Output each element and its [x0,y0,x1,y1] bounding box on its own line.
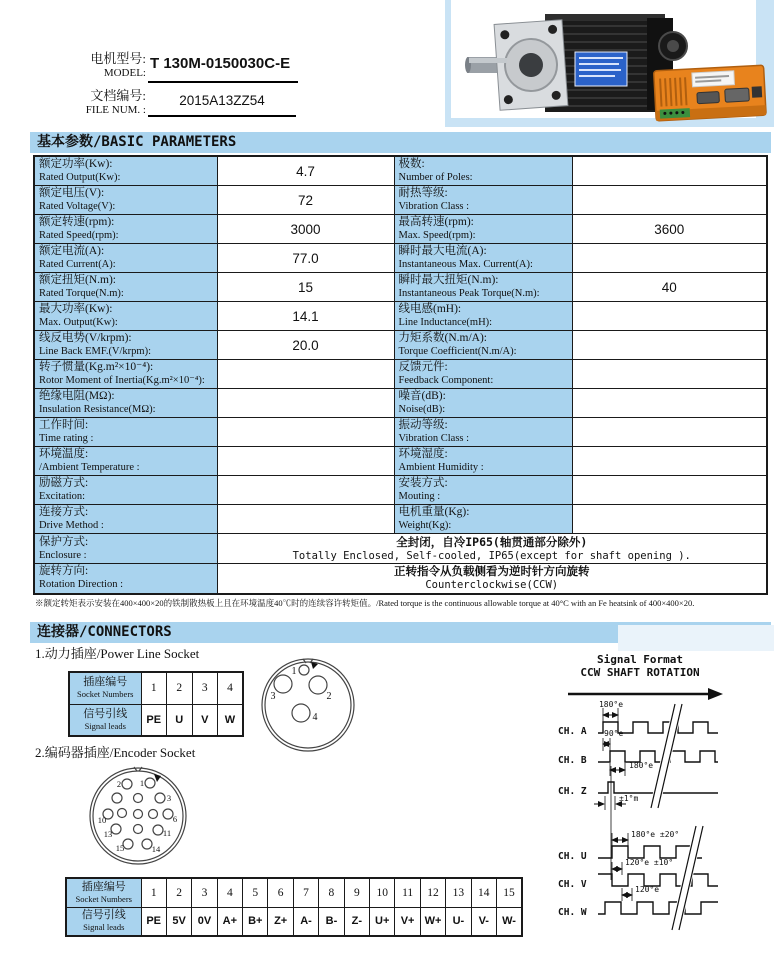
encoder-socket-signal-cell: Z- [344,907,369,936]
annotation-w-120e: 120°e [635,885,660,894]
encoder-socket-signal-cell: Z+ [268,907,293,936]
channel-a-label: CH. A [558,726,587,737]
param-value-left [217,360,394,389]
encoder-socket-numbers-row [66,878,522,907]
encoder-socket-number-cell: 6 [268,878,293,907]
param-label-left: 励磁方式: Excitation: [34,476,217,505]
param-value-left: 20.0 [217,331,394,360]
param-value-right [572,447,767,476]
encoder-socket-signal-cell: W- [496,907,522,936]
power-socket-signal-cell: V [192,704,218,736]
encoder-socket-number-cell: 7 [293,878,318,907]
basic-param-row [34,476,767,505]
encoder-socket-signal-cell: A+ [217,907,242,936]
channel-b-waveform [598,751,718,762]
encoder-socket-number-cell: 8 [319,878,344,907]
encoder-socket-number-cell: 11 [395,878,420,907]
annotation-b-180e: 180°e [629,761,654,770]
param-label-right: 安装方式: Mouting : [394,476,572,505]
param-label-left: 工作时间: Time rating : [34,418,217,447]
encoder-socket-signal-cell: B+ [243,907,268,936]
encoder-socket-number-cell: 12 [420,878,445,907]
model-value: T 130M-0150030C-E [148,48,298,83]
model-label-en: MODEL: [103,67,146,79]
param-value-left: 72 [217,186,394,215]
encoder-socket-table [65,877,523,937]
param-label-right: 反馈元件: Feedback Component: [394,360,572,389]
file-num-label-en: FILE NUM. : [85,104,146,116]
power-socket-table [68,671,244,737]
power-socket-signal-cell: PE [141,704,167,736]
power-socket-number-cell: 2 [167,672,193,704]
param-value-right [572,302,767,331]
param-value-right [572,476,767,505]
product-photo-panel [445,0,774,127]
power-socket-heading: 1.动力插座/Power Line Socket [35,646,200,661]
encoder-socket-number-cell: 13 [446,878,471,907]
channel-z-label: CH. Z [558,786,587,797]
encoder-socket-number-cell: 9 [344,878,369,907]
param-label-left: 额定扭矩(N.m): Rated Torque(N.m): [34,273,217,302]
basic-parameters-table [33,155,768,595]
encoder-socket-number-cell: 3 [192,878,217,907]
annotation-z-1m: ±1°m [619,794,639,803]
param-value-left [217,418,394,447]
param-label-right: 极数: Number of Poles: [394,156,572,186]
encoder-pin-label: 11 [162,828,172,838]
connectors-section-title: 连接器/CONNECTORS [30,622,771,643]
basic-param-row [34,418,767,447]
param-label-left: 转子惯量(Kg.m²×10⁻⁴): Rotor Moment of Inertia(Kg.m²×10⁻⁴): [34,360,217,389]
rotation-direction-label: 旋转方向: Rotation Direction : [34,564,217,594]
param-label-left: 最大功率(Kw): Max. Output(Kw): [34,302,217,331]
basic-param-row [34,331,767,360]
channel-b-label: CH. B [558,755,587,766]
param-value-left: 77.0 [217,244,394,273]
param-label-right: 耐热等级: Vibration Class : [394,186,572,215]
encoder-socket-number-cell: 15 [496,878,522,907]
param-value-left [217,389,394,418]
socket-numbers-header: 插座编号 Socket Numbers [66,878,141,907]
encoder-pin-label: 14 [151,844,161,854]
rotation-direction-value: 正转指令从负载侧看为逆时针方向旋转 Counterclockwise(CCW) [217,564,767,594]
encoder-socket-signal-cell: PE [141,907,166,936]
power-pin-label: 1 [291,666,297,677]
param-value-right [572,244,767,273]
param-label-right: 噪音(dB): Noise(dB): [394,389,572,418]
encoder-socket-signal-cell: B- [319,907,344,936]
basic-param-row [34,389,767,418]
encoder-socket-signal-cell: U+ [370,907,395,936]
encoder-socket-signal-cell: 5V [166,907,191,936]
signal-format-timing-diagram [545,648,774,948]
encoder-socket-number-cell: 1 [141,878,166,907]
basic-param-row [34,156,767,186]
encoder-pin-label: 10 [97,815,107,825]
param-label-right: 电机重量(Kg): Weight(Kg): [394,505,572,534]
param-value-right [572,331,767,360]
model-label-zh: 电机型号: [90,51,146,66]
power-socket-number-cell: 4 [218,672,244,704]
param-label-left: 连接方式: Drive Method : [34,505,217,534]
channel-u-label: CH. U [558,851,587,862]
encoder-socket-number-cell: 14 [471,878,496,907]
basic-param-row [34,360,767,389]
annotation-b-90e: 90°e [604,729,624,738]
channel-v-label: CH. V [558,879,587,890]
param-value-right [572,360,767,389]
basic-param-row [34,186,767,215]
basic-param-row [34,447,767,476]
param-value-right [572,389,767,418]
annotation-a-180e: 180°e [598,700,624,709]
encoder-pin-label: 13 [103,829,113,839]
file-num-value: 2015A13ZZ54 [148,85,296,117]
param-value-left: 4.7 [217,156,394,186]
power-socket-signals-row [69,704,243,736]
header-model-block [78,46,318,124]
encoder-socket-signal-cell: V- [471,907,496,936]
motor-and-driver-photo [445,0,774,127]
param-value-right [572,156,767,186]
channel-u-waveform [598,846,702,858]
annotation-u-180e20: 180°e ±20° [631,830,680,839]
rated-torque-footnote: ※额定转矩表示安装在400×400×20的铁制散热板上且在环境温度40℃时的连续容许转矩值。/Rated torque is the continuous allowable torque at 40°C with an Fe heatsink of 400×400×20. [35,598,695,608]
power-socket-number-cell: 1 [141,672,167,704]
encoder-socket-signal-cell: W+ [420,907,445,936]
rotation-direction-arrowhead [708,688,723,700]
signal-leads-header: 信号引线 Signal leads [66,907,141,936]
param-label-right: 力矩系数(N.m/A): Torque Coefficient(N.m/A): [394,331,572,360]
basic-parameters-section-title: 基本参数/BASIC PARAMETERS [30,132,771,153]
param-label-right: 环境湿度: Ambient Humidity : [394,447,572,476]
power-pin-label: 4 [312,712,318,723]
power-pin-label: 3 [270,691,276,702]
annotation-v-120e10: 120°e ±10° [625,858,674,867]
encoder-pin-label: 1 [139,778,145,788]
encoder-socket-signal-cell: U- [446,907,471,936]
param-value-right: 40 [572,273,767,302]
encoder-socket-heading: 2.编码器插座/Encoder Socket [35,745,196,760]
basic-param-row [34,215,767,244]
param-label-right: 最高转速(rpm): Max. Speed(rpm): [394,215,572,244]
power-socket-numbers-row [69,672,243,704]
param-label-right: 瞬时最大电流(A): Instantaneous Max. Current(A): [394,244,572,273]
power-socket-signal-cell: W [218,704,244,736]
param-label-left: 线反电势(V/krpm): Line Back EMF.(V/krpm): [34,331,217,360]
encoder-connector-pin-diagram [58,758,226,874]
param-value-left [217,505,394,534]
param-value-right: 3600 [572,215,767,244]
param-value-right [572,186,767,215]
param-value-left [217,447,394,476]
channel-w-waveform [598,902,718,914]
basic-param-row [34,302,767,331]
socket-numbers-header: 插座编号 Socket Numbers [69,672,141,704]
file-num-label-zh: 文档编号: [90,88,146,103]
power-socket-number-cell: 3 [192,672,218,704]
rotation-direction-row [34,564,767,594]
param-label-left: 额定电流(A): Rated Current(A): [34,244,217,273]
param-label-right: 线电感(mH): Line Inductance(mH): [394,302,572,331]
dimension-arrows [594,715,632,895]
ccw-rotation-title: CCW SHAFT ROTATION [580,666,700,679]
param-label-left: 环境温度: /Ambient Temperature : [34,447,217,476]
power-connector-pin-diagram [253,657,375,755]
enclosure-row [34,534,767,564]
enclosure-label: 保护方式: Enclosure : [34,534,217,564]
signal-format-title: Signal Format [596,653,684,666]
param-value-right [572,418,767,447]
encoder-socket-number-cell: 4 [217,878,242,907]
encoder-pin-label: 2 [116,779,122,789]
signal-leads-header: 信号引线 Signal leads [69,704,141,736]
encoder-pin-label: 3 [166,793,172,803]
encoder-socket-signal-cell: A- [293,907,318,936]
encoder-socket-number-cell: 2 [166,878,191,907]
encoder-socket-signals-row [66,907,522,936]
encoder-socket-number-cell: 5 [243,878,268,907]
param-label-left: 额定功率(Kw): Rated Output(Kw): [34,156,217,186]
param-label-left: 绝缘电阻(MΩ): Insulation Resistance(MΩ): [34,389,217,418]
encoder-socket-signal-cell: 0V [192,907,217,936]
channel-w-label: CH. W [558,907,587,918]
encoder-pin-label: 15 [115,843,125,853]
basic-param-row [34,244,767,273]
waveform-break-marks [649,704,704,932]
param-label-right: 瞬时最大扭矩(N.m): Instantaneous Peak Torque(N.m): [394,273,572,302]
param-label-right: 振动等级: Vibration Class : [394,418,572,447]
param-value-left: 15 [217,273,394,302]
enclosure-value: 全封闭，自冷IP65(轴贯通部分除外) Totally Enclosed, Self-cooled, IP65(except for shaft opening ). [217,534,767,564]
param-value-right [572,505,767,534]
encoder-pin-label: 6 [172,814,178,824]
power-pin-label: 2 [326,691,332,702]
power-socket-signal-cell: U [167,704,193,736]
param-value-left: 14.1 [217,302,394,331]
encoder-socket-number-cell: 10 [370,878,395,907]
encoder-socket-signal-cell: V+ [395,907,420,936]
param-label-left: 额定电压(V): Rated Voltage(V): [34,186,217,215]
param-value-left: 3000 [217,215,394,244]
driver-photo [654,65,766,121]
param-label-left: 额定转速(rpm): Rated Speed(rpm): [34,215,217,244]
param-value-left [217,476,394,505]
basic-param-row [34,505,767,534]
basic-param-row [34,273,767,302]
